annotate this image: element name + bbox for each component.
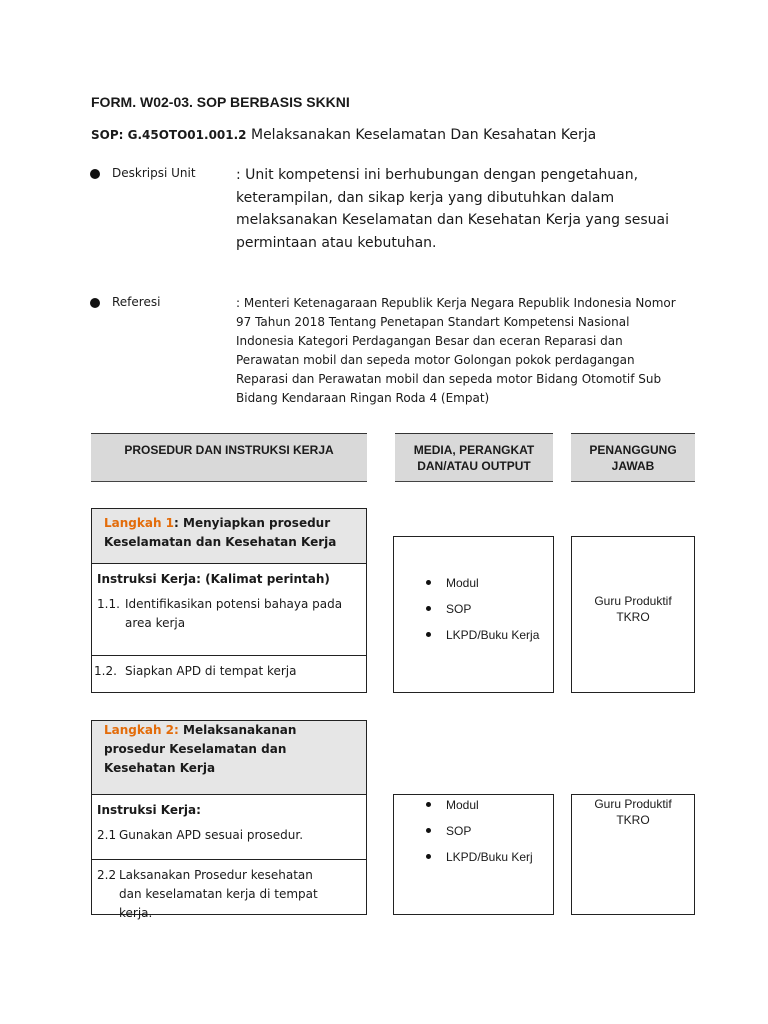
step-1-title [104,514,356,552]
bullet-icon [90,298,100,308]
step-2-penanggung: Guru Produktif TKRO [571,794,695,915]
sop-code: SOP: G.45OTO01.001.2 [91,128,247,142]
media-item: LKPD/Buku Kerj [424,849,553,875]
media-item: Modul [424,575,553,601]
header-media: MEDIA, PERANGKAT DAN/ATAU OUTPUT [395,433,553,482]
deskripsi-label: Deskripsi Unit [112,166,196,180]
item-number: 2.2 [97,868,117,882]
deskripsi-text: : Unit kompetensi ini berhubungan dengan pengetahuan, keterampilan, dan sikap kerja yang dibutuhkan dalam melaksanakan Keselamatan dan Kesehatan Kerja yang sesuai permintaan atau kebutuhan. [236,167,670,251]
step-2-header [92,721,366,795]
step-2-card [91,720,367,920]
step-2-title-text: Melaksanakanan prosedur Keselamatan dan Kesehatan Kerja [104,723,297,775]
step-2-title [104,721,356,778]
step-1-title-text: : Menyiapkan prosedur Keselamatan dan Kesehatan Kerja [104,516,337,549]
referensi-text: : Menteri Ketenagaraan Republik Kerja Negara Republik Indonesia Nomor 97 Tahun 2018 Tentang Penetapan Standart Kompetensi Nasional Indonesia Kategori Perdagangan Besar dan eceran Reparasi dan Perawatan mobil dan sepeda motor Golongan pokok perdagangan Reparasi dan Perawatan mobil dan sepeda motor Bidang Otomotif Sub Bidang Kendaraan Ringan Roda 4 (Empat) [236,296,676,405]
media-item: LKPD/Buku Kerja [424,627,553,653]
bullet-icon [90,169,100,179]
step-1-media-list [424,575,553,653]
step-1-label: Langkah 1 [104,516,175,530]
step-2-item-1 [97,826,358,845]
step-2-media-list [424,797,553,875]
media-item: SOP [424,601,553,627]
item-text: Identifikasikan potensi bahaya pada area kerja [125,597,343,630]
step-2-instruksi-label: Instruksi Kerja: [97,803,201,817]
item-text: Gunakan APD sesuai prosedur. [119,828,304,842]
item-number: 1.2. [94,664,117,678]
item-number: 2.1 [97,828,117,842]
item-text: Siapkan APD di tempat kerja [125,664,297,678]
step-1-item-1 [97,595,358,633]
referensi-label: Referesi [112,295,161,309]
media-item: Modul [424,797,553,823]
header-prosedur: PROSEDUR DAN INSTRUKSI KERJA [91,433,367,482]
step-1-instructions [92,564,366,656]
sop-line [91,127,596,143]
sop-name: Melaksanakan Keselamatan Dan Kesahatan Kerja [250,127,597,143]
step-1-card [91,508,367,693]
item-text: Laksanakan Prosedur kesehatan dan keselamatan kerja di tempat kerja. [119,868,318,920]
step-2-item-2 [92,860,366,923]
form-title: FORM. W02-03. SOP BERBASIS SKKNI [91,94,350,110]
media-item: SOP [424,823,553,849]
step-1-item-2 [92,656,366,681]
step-1-instruksi-label: Instruksi Kerja: (Kalimat perintah) [97,572,330,586]
step-1-media-box [393,536,554,693]
step-2-label: Langkah 2: [104,723,179,737]
step-1-penanggung: Guru Produktif TKRO [571,536,695,693]
item-number: 1.1. [97,597,120,611]
header-penanggung: PENANGGUNG JAWAB [571,433,695,482]
step-2-instructions [92,795,366,860]
step-1-header [92,509,366,564]
step-2-media-box [393,794,554,915]
